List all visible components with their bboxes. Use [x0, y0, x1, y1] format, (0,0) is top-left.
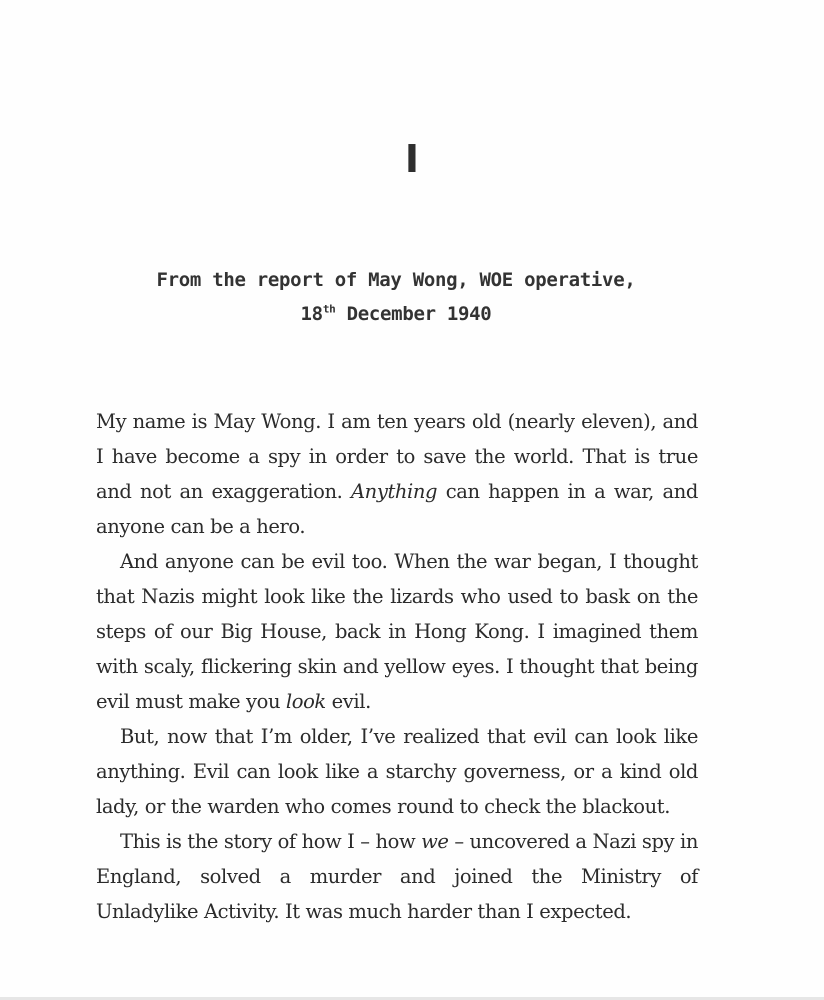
date-day: 18: [300, 303, 323, 325]
chapter-number: I: [404, 137, 420, 181]
report-heading-line-1: From the report of May Wong, WOE operative,: [156, 269, 636, 291]
emphasis-text: we: [421, 830, 449, 853]
paragraph-2: [96, 544, 698, 719]
body-text: [96, 404, 698, 929]
report-heading-date: [0, 297, 792, 331]
paragraph-text: And anyone can be evil too. When the war began, I thought that Nazis might look like the lizards who used to bask on the steps of our Big House, back in Hong Kong. I imagined them with scaly, flickering skin and yellow eyes. I thought that being evil must make you: [96, 550, 698, 713]
paragraph-1: [96, 404, 698, 544]
emphasis-text: Anything: [351, 480, 438, 503]
paragraph-text: can happen in a war, and anyone can be a hero.: [96, 480, 698, 538]
date-suffix: th: [322, 302, 336, 316]
date-rest: December 1940: [335, 303, 492, 325]
emphasis-text: look: [285, 690, 326, 713]
paragraph-text: evil.: [325, 690, 371, 713]
paragraph-text: – uncovered a Nazi spy in England, solved a murder and joined the Ministry of Unladylike Activity. It was much harder than I expected.: [96, 830, 698, 923]
paragraph-4: [96, 824, 698, 929]
paragraph-3: [96, 719, 698, 824]
paragraph-text: My name is May Wong. I am ten years old (nearly eleven), and I have become a spy in order to save the world. That is true and not an exaggeration.: [96, 410, 698, 503]
paragraph-text: This is the story of how I – how: [120, 830, 422, 853]
report-heading: [0, 263, 792, 331]
paragraph-text: But, now that I’m older, I’ve realized that evil can look like anything. Evil can look like a starchy governess, or a kind old lady, or the warden who comes round to check the blackout.: [96, 725, 698, 818]
